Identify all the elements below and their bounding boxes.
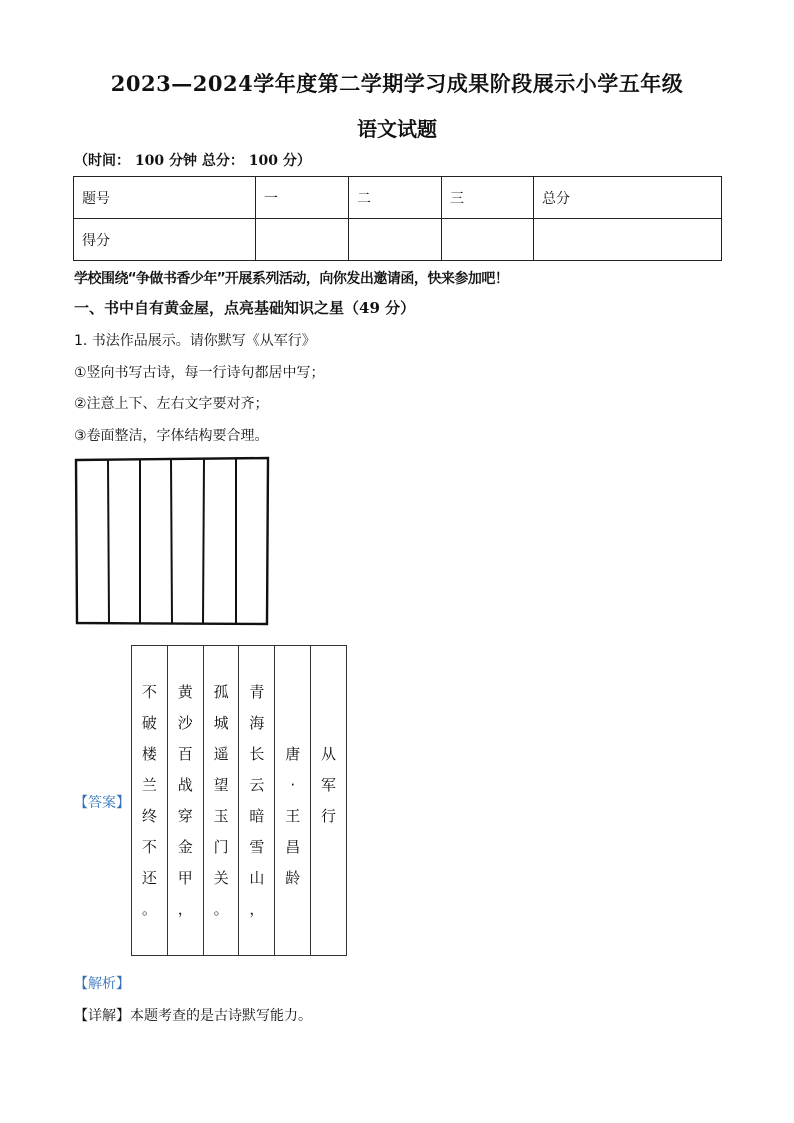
detail-tag: 【详解】	[74, 1008, 130, 1024]
table-cell	[534, 219, 722, 261]
question-stem: 1. 书法作品展示。请你默写《从军行》	[74, 333, 316, 349]
char: 云	[249, 775, 265, 794]
char: 从	[321, 745, 337, 763]
char: 门	[213, 837, 229, 856]
char: 唐	[285, 745, 301, 763]
char: 青	[249, 682, 265, 701]
char: 不	[141, 682, 157, 701]
char: 长	[249, 744, 265, 763]
exam-subtitle: 语文试题	[357, 117, 437, 141]
char: 不	[141, 837, 157, 856]
char: 破	[141, 713, 157, 732]
char: 城	[213, 713, 229, 732]
char: 孤	[213, 682, 229, 701]
grid-line	[108, 460, 109, 623]
table-cell: 总分	[534, 177, 722, 219]
char: 关	[213, 868, 229, 887]
table-cell: 得分	[74, 219, 256, 261]
char: 黄	[177, 682, 193, 701]
char: 沙	[177, 713, 193, 732]
char: 终	[141, 806, 157, 825]
char: 行	[321, 807, 337, 825]
requirement-1: ①竖向书写古诗，每一行诗句都居中写；	[74, 365, 325, 381]
table-cell	[349, 219, 442, 261]
char: 遥	[213, 744, 229, 763]
table-row	[74, 177, 722, 219]
char: ·	[290, 776, 296, 794]
char: 。	[141, 899, 157, 918]
char: 龄	[285, 869, 301, 887]
answer-column	[311, 646, 346, 955]
table-cell	[256, 219, 349, 261]
detail-text: 本题考查的是古诗默写能力。	[130, 1008, 312, 1024]
section-heading: 一、书中自有黄金屋，点亮基础知识之星（49 分）	[74, 299, 416, 317]
char: 山	[249, 868, 265, 887]
table-cell: 二	[349, 177, 442, 219]
time-info: （时间： 100 分钟 总分： 100 分）	[74, 153, 311, 169]
answer-column	[204, 646, 240, 955]
char: 甲	[177, 868, 193, 887]
char: 海	[249, 713, 265, 732]
char: 战	[177, 775, 193, 794]
char: 昌	[285, 838, 301, 856]
answer-column	[132, 646, 168, 955]
answer-column	[168, 646, 204, 955]
answer-box	[131, 645, 347, 956]
char: 雪	[249, 837, 265, 856]
answer-label: 【答案】	[74, 795, 130, 811]
answer-column	[239, 646, 275, 955]
table-row	[74, 219, 722, 261]
char: 穿	[177, 806, 193, 825]
score-table	[73, 176, 722, 261]
char: ，	[249, 899, 265, 918]
char: 玉	[213, 806, 229, 825]
detail-line	[74, 1005, 312, 1025]
writing-grid	[70, 452, 275, 630]
table-cell: 一	[256, 177, 349, 219]
table-cell: 题号	[74, 177, 256, 219]
answer-column	[275, 646, 311, 955]
char: 百	[177, 744, 193, 763]
char: 兰	[141, 775, 157, 794]
char: 王	[285, 807, 301, 825]
exam-title: 2023—2024学年度第二学期学习成果阶段展示小学五年级	[110, 71, 684, 96]
char: 军	[321, 776, 337, 794]
char: 还	[141, 868, 157, 887]
char: ，	[177, 899, 193, 918]
analysis-label: 【解析】	[74, 976, 130, 992]
grid-line	[171, 459, 172, 624]
grid-line	[203, 459, 204, 623]
char: 。	[213, 899, 229, 918]
invitation-text: 学校围绕“争做书香少年”开展系列活动，向你发出邀请函，快来参加吧！	[74, 271, 509, 287]
requirement-2: ②注意上下、左右文字要对齐；	[74, 396, 269, 412]
table-cell: 三	[442, 177, 534, 219]
char: 金	[177, 837, 193, 856]
char: 望	[213, 775, 229, 794]
requirement-3: ③卷面整洁，字体结构要合理。	[74, 428, 269, 444]
table-cell	[442, 219, 534, 261]
char: 楼	[141, 744, 157, 763]
char: 暗	[249, 806, 265, 825]
